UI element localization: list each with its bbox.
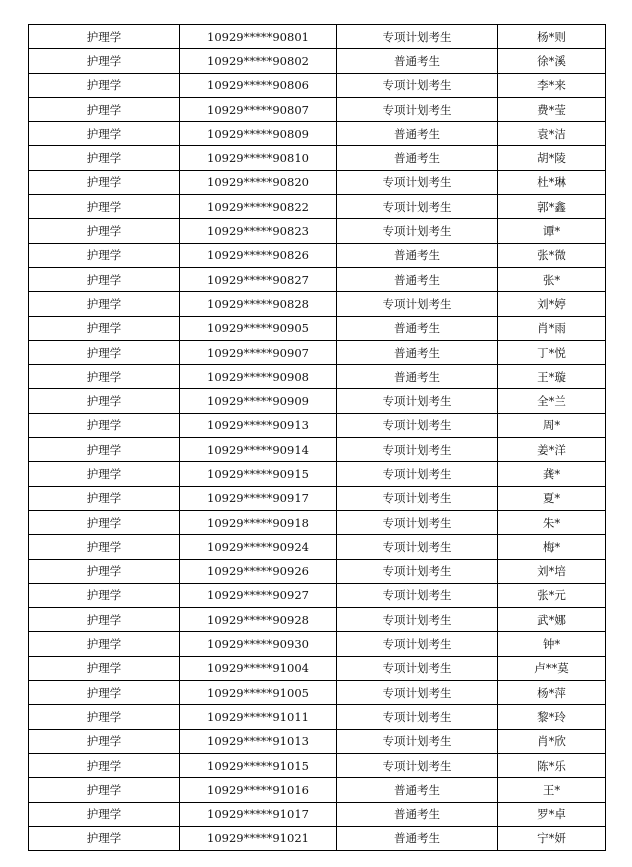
exam-number-cell: 10929*****90914	[180, 438, 337, 462]
candidate-category-cell: 专项计划考生	[337, 510, 498, 534]
table-row	[29, 729, 606, 753]
student-name-cell: 黎*玲	[498, 705, 606, 729]
candidate-category-cell: 普通考生	[337, 49, 498, 73]
major-cell: 护理学	[29, 122, 180, 146]
major-cell: 护理学	[29, 146, 180, 170]
table-row	[29, 49, 606, 73]
candidate-category-cell: 普通考生	[337, 802, 498, 826]
student-name-cell: 胡*陵	[498, 146, 606, 170]
student-name-cell: 张*	[498, 267, 606, 291]
student-name-cell: 刘*婷	[498, 292, 606, 316]
exam-number-cell: 10929*****90826	[180, 243, 337, 267]
table-row	[29, 486, 606, 510]
major-cell: 护理学	[29, 656, 180, 680]
major-cell: 护理学	[29, 73, 180, 97]
major-cell: 护理学	[29, 170, 180, 194]
exam-number-cell: 10929*****90822	[180, 195, 337, 219]
table-row	[29, 413, 606, 437]
candidate-category-cell: 普通考生	[337, 365, 498, 389]
student-name-cell: 夏*	[498, 486, 606, 510]
candidate-category-cell: 普通考生	[337, 122, 498, 146]
table-row	[29, 365, 606, 389]
table-row	[29, 583, 606, 607]
major-cell: 护理学	[29, 195, 180, 219]
candidate-category-cell: 普通考生	[337, 778, 498, 802]
candidate-category-cell: 专项计划考生	[337, 608, 498, 632]
candidate-category-cell: 专项计划考生	[337, 195, 498, 219]
candidate-category-cell: 专项计划考生	[337, 753, 498, 777]
major-cell: 护理学	[29, 462, 180, 486]
table-row	[29, 389, 606, 413]
candidate-category-cell: 专项计划考生	[337, 535, 498, 559]
major-cell: 护理学	[29, 292, 180, 316]
table-row	[29, 510, 606, 534]
major-cell: 护理学	[29, 267, 180, 291]
table-row	[29, 753, 606, 777]
candidate-category-cell: 专项计划考生	[337, 389, 498, 413]
exam-number-cell: 10929*****90909	[180, 389, 337, 413]
major-cell: 护理学	[29, 389, 180, 413]
candidate-category-cell: 专项计划考生	[337, 97, 498, 121]
student-name-cell: 梅*	[498, 535, 606, 559]
student-name-cell: 张*微	[498, 243, 606, 267]
major-cell: 护理学	[29, 681, 180, 705]
table-row	[29, 292, 606, 316]
major-cell: 护理学	[29, 705, 180, 729]
major-cell: 护理学	[29, 438, 180, 462]
exam-number-cell: 10929*****91016	[180, 778, 337, 802]
exam-number-cell: 10929*****90806	[180, 73, 337, 97]
exam-number-cell: 10929*****91013	[180, 729, 337, 753]
table-row	[29, 826, 606, 850]
student-name-cell: 谭*	[498, 219, 606, 243]
major-cell: 护理学	[29, 413, 180, 437]
exam-number-cell: 10929*****91015	[180, 753, 337, 777]
exam-number-cell: 10929*****90809	[180, 122, 337, 146]
candidate-category-cell: 普通考生	[337, 243, 498, 267]
student-name-cell: 杨*则	[498, 25, 606, 49]
student-name-cell: 朱*	[498, 510, 606, 534]
student-name-cell: 罗*卓	[498, 802, 606, 826]
table-body	[29, 25, 606, 851]
exam-number-cell: 10929*****90928	[180, 608, 337, 632]
table-row	[29, 97, 606, 121]
major-cell: 护理学	[29, 340, 180, 364]
exam-number-cell: 10929*****90801	[180, 25, 337, 49]
candidate-category-cell: 专项计划考生	[337, 73, 498, 97]
exam-number-cell: 10929*****90827	[180, 267, 337, 291]
exam-number-cell: 10929*****91017	[180, 802, 337, 826]
candidate-category-cell: 专项计划考生	[337, 413, 498, 437]
exam-number-cell: 10929*****91005	[180, 681, 337, 705]
major-cell: 护理学	[29, 632, 180, 656]
student-name-cell: 周*	[498, 413, 606, 437]
candidate-category-cell: 普通考生	[337, 146, 498, 170]
table-row	[29, 170, 606, 194]
major-cell: 护理学	[29, 219, 180, 243]
student-name-cell: 王*	[498, 778, 606, 802]
table-row	[29, 559, 606, 583]
table-row	[29, 122, 606, 146]
exam-number-cell: 10929*****90908	[180, 365, 337, 389]
major-cell: 护理学	[29, 826, 180, 850]
candidate-category-cell: 专项计划考生	[337, 559, 498, 583]
candidate-category-cell: 普通考生	[337, 316, 498, 340]
table-row	[29, 146, 606, 170]
student-name-cell: 钟*	[498, 632, 606, 656]
student-name-cell: 杨*萍	[498, 681, 606, 705]
exam-number-cell: 10929*****91021	[180, 826, 337, 850]
table-row	[29, 25, 606, 49]
table-row	[29, 802, 606, 826]
student-name-cell: 刘*培	[498, 559, 606, 583]
major-cell: 护理学	[29, 365, 180, 389]
major-cell: 护理学	[29, 535, 180, 559]
student-name-cell: 肖*欣	[498, 729, 606, 753]
exam-number-cell: 10929*****90823	[180, 219, 337, 243]
candidate-category-cell: 专项计划考生	[337, 486, 498, 510]
table-row	[29, 681, 606, 705]
exam-number-cell: 10929*****90807	[180, 97, 337, 121]
major-cell: 护理学	[29, 583, 180, 607]
exam-number-cell: 10929*****90828	[180, 292, 337, 316]
major-cell: 护理学	[29, 778, 180, 802]
table-row	[29, 705, 606, 729]
exam-number-cell: 10929*****90924	[180, 535, 337, 559]
major-cell: 护理学	[29, 243, 180, 267]
exam-number-cell: 10929*****90820	[180, 170, 337, 194]
candidate-category-cell: 专项计划考生	[337, 681, 498, 705]
student-name-cell: 袁*洁	[498, 122, 606, 146]
student-name-cell: 徐*溪	[498, 49, 606, 73]
student-name-cell: 丁*悦	[498, 340, 606, 364]
exam-number-cell: 10929*****90907	[180, 340, 337, 364]
table-row	[29, 73, 606, 97]
candidate-category-cell: 专项计划考生	[337, 656, 498, 680]
student-name-cell: 杜*琳	[498, 170, 606, 194]
table-row	[29, 632, 606, 656]
candidate-category-cell: 专项计划考生	[337, 729, 498, 753]
student-name-cell: 武*娜	[498, 608, 606, 632]
table-row	[29, 195, 606, 219]
exam-number-cell: 10929*****90913	[180, 413, 337, 437]
table-row	[29, 535, 606, 559]
major-cell: 护理学	[29, 608, 180, 632]
student-name-cell: 肖*雨	[498, 316, 606, 340]
exam-number-cell: 10929*****91004	[180, 656, 337, 680]
student-name-cell: 宁*妍	[498, 826, 606, 850]
major-cell: 护理学	[29, 25, 180, 49]
major-cell: 护理学	[29, 510, 180, 534]
candidate-category-cell: 专项计划考生	[337, 705, 498, 729]
exam-number-cell: 10929*****91011	[180, 705, 337, 729]
major-cell: 护理学	[29, 559, 180, 583]
exam-number-cell: 10929*****90905	[180, 316, 337, 340]
table-row	[29, 608, 606, 632]
candidate-category-cell: 专项计划考生	[337, 219, 498, 243]
table-row	[29, 778, 606, 802]
exam-number-cell: 10929*****90810	[180, 146, 337, 170]
exam-number-cell: 10929*****90926	[180, 559, 337, 583]
major-cell: 护理学	[29, 753, 180, 777]
table-row	[29, 267, 606, 291]
exam-number-cell: 10929*****90927	[180, 583, 337, 607]
exam-number-cell: 10929*****90918	[180, 510, 337, 534]
admission-list-table	[28, 24, 606, 851]
table-row	[29, 219, 606, 243]
table-row	[29, 438, 606, 462]
major-cell: 护理学	[29, 316, 180, 340]
student-name-cell: 李*来	[498, 73, 606, 97]
table-row	[29, 656, 606, 680]
major-cell: 护理学	[29, 49, 180, 73]
student-name-cell: 王*璇	[498, 365, 606, 389]
candidate-category-cell: 专项计划考生	[337, 25, 498, 49]
student-name-cell: 全*兰	[498, 389, 606, 413]
table-row	[29, 340, 606, 364]
candidate-category-cell: 专项计划考生	[337, 438, 498, 462]
exam-number-cell: 10929*****90915	[180, 462, 337, 486]
student-name-cell: 卢**莫	[498, 656, 606, 680]
major-cell: 护理学	[29, 486, 180, 510]
table-row	[29, 462, 606, 486]
major-cell: 护理学	[29, 802, 180, 826]
exam-number-cell: 10929*****90930	[180, 632, 337, 656]
table-row	[29, 316, 606, 340]
student-name-cell: 郭*鑫	[498, 195, 606, 219]
candidate-category-cell: 普通考生	[337, 340, 498, 364]
major-cell: 护理学	[29, 729, 180, 753]
candidate-category-cell: 专项计划考生	[337, 462, 498, 486]
major-cell: 护理学	[29, 97, 180, 121]
candidate-category-cell: 专项计划考生	[337, 170, 498, 194]
student-name-cell: 费*莹	[498, 97, 606, 121]
candidate-category-cell: 普通考生	[337, 826, 498, 850]
student-name-cell: 龚*	[498, 462, 606, 486]
student-name-cell: 陈*乐	[498, 753, 606, 777]
table-row	[29, 243, 606, 267]
candidate-category-cell: 普通考生	[337, 267, 498, 291]
exam-number-cell: 10929*****90917	[180, 486, 337, 510]
candidate-category-cell: 专项计划考生	[337, 632, 498, 656]
exam-number-cell: 10929*****90802	[180, 49, 337, 73]
student-name-cell: 张*元	[498, 583, 606, 607]
candidate-category-cell: 专项计划考生	[337, 583, 498, 607]
candidate-category-cell: 专项计划考生	[337, 292, 498, 316]
student-name-cell: 姜*洋	[498, 438, 606, 462]
